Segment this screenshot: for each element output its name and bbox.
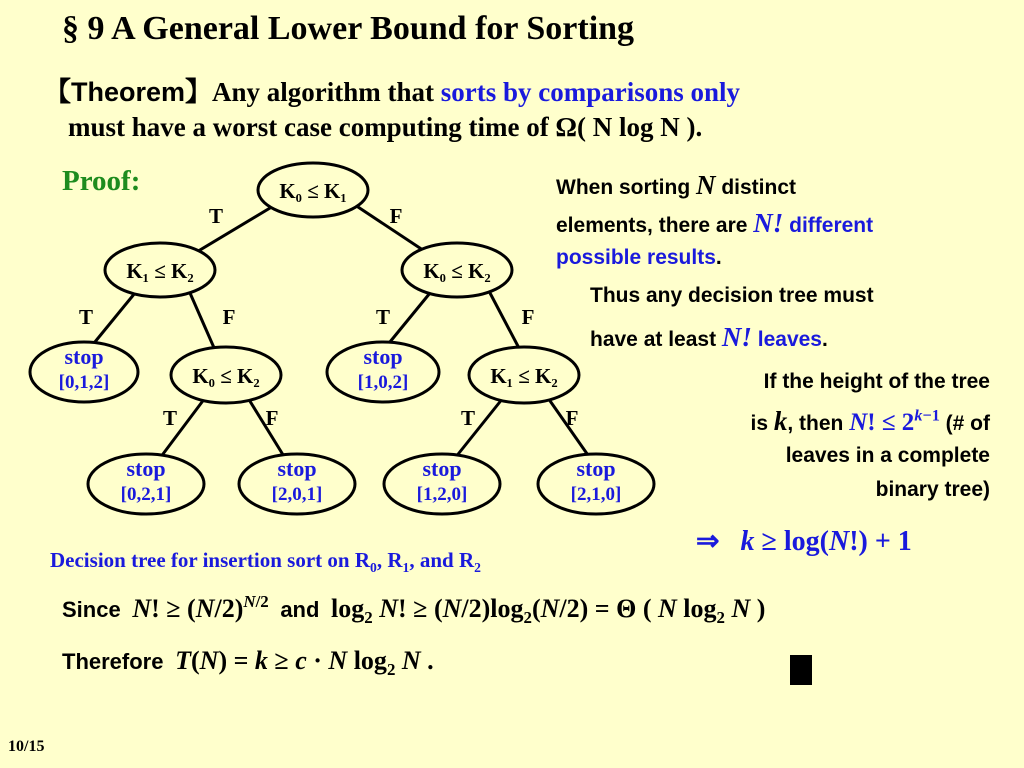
n-factorial: N!: [721, 322, 752, 352]
text-fragment: .: [822, 328, 828, 351]
n-variable: N: [696, 170, 716, 200]
leaf-stop-label: stop: [422, 456, 462, 481]
text-fragment: leaves: [751, 328, 822, 351]
leaf-permutation: [0,2,1]: [120, 484, 172, 505]
right-paragraph-1-line-2: [556, 208, 873, 239]
leaf-permutation: [0,1,2]: [58, 372, 110, 393]
tree-caption: Decision tree for insertion sort on $R_0$, $R_1$, and $R_2$: [50, 548, 481, 575]
leaf-permutation: [2,1,0]: [570, 484, 622, 505]
text-fragment: , then: [787, 412, 850, 435]
text-fragment: distinct: [715, 176, 797, 199]
branch-label-false: F: [521, 305, 535, 329]
edge: [490, 293, 520, 350]
k-variable: k: [773, 406, 788, 436]
theorem-line-2: must have a worst case computing time of Ω( N log N ).: [68, 112, 703, 142]
branch-label-true: T: [162, 406, 178, 430]
slide-title: § 9 A General Lower Bound for Sorting: [62, 10, 635, 47]
leaf-permutation: [1,2,0]: [416, 484, 468, 505]
branch-label-true: T: [78, 305, 94, 329]
node-label: K₁ ≤ K₂: [126, 259, 194, 283]
page-number: 10/15: [8, 738, 45, 755]
text-fragment: possible results: [556, 246, 716, 269]
text-fragment: is: [750, 412, 774, 435]
leaf-stop-label: stop: [277, 456, 317, 481]
decision-tree: [0, 0, 660, 540]
therefore-line: Therefore T(N) = k ≥ c · N $\log_2 N$ .: [62, 646, 434, 679]
leaf-stop-label: stop: [363, 344, 403, 369]
theorem-text-a: Any algorithm that: [212, 77, 441, 107]
theorem-label: 【Theorem】: [44, 77, 213, 107]
right-paragraph-3-line-1: If the height of the tree: [763, 370, 990, 393]
proof-label: Proof:: [62, 165, 141, 197]
text-fragment: elements, there are: [556, 214, 754, 237]
node-label: K₁ ≤ K₂: [490, 364, 558, 388]
n-factorial: N!: [753, 208, 784, 238]
branch-label-true: T: [460, 406, 476, 430]
edge: [385, 293, 430, 348]
branch-label-false: F: [265, 406, 279, 430]
qed-symbol: [790, 655, 812, 685]
node-label: K₀ ≤ K₁: [279, 179, 347, 203]
branch-label-false: F: [389, 204, 403, 228]
right-paragraph-3-line-2: [751, 406, 991, 437]
text-fragment: different: [783, 214, 874, 237]
branch-label-false: F: [565, 406, 579, 430]
leaf-permutation: [2,0,1]: [271, 484, 323, 505]
text-fragment: When sorting: [556, 176, 696, 199]
implication-formula: ⇒ k ≥ log(N!) + 1: [696, 526, 912, 557]
right-paragraph-3-line-3: leaves in a complete: [785, 444, 990, 467]
leaf-stop-label: stop: [576, 456, 616, 481]
leaf-stop-label: stop: [126, 456, 166, 481]
right-paragraph-1-line-1: [556, 170, 796, 201]
right-paragraph-3-line-4: binary tree): [875, 478, 990, 501]
height-inequality: N! ≤ $2^{k-1}$: [849, 406, 940, 436]
theorem-highlight: sorts by comparisons only: [440, 77, 741, 107]
leaf-permutation: [1,0,2]: [357, 372, 409, 393]
node-label: K₀ ≤ K₂: [423, 259, 491, 283]
text-fragment: have at least: [590, 328, 722, 351]
right-paragraph-2-line-2: [590, 322, 828, 353]
text-fragment: .: [715, 246, 722, 269]
branch-label-true: T: [208, 204, 224, 228]
branch-label-true: T: [375, 305, 391, 329]
text-fragment: (# of: [939, 412, 990, 435]
right-paragraph-1-line-3: [556, 246, 722, 270]
node-label: K₀ ≤ K₂: [192, 364, 260, 388]
edge: [190, 293, 215, 350]
branch-label-false: F: [222, 305, 236, 329]
right-paragraph-2-line-1: Thus any decision tree must: [590, 284, 874, 307]
edge: [90, 293, 135, 348]
since-line: Since N! ≥ $(N/2)^{N/2}$ and $\log_2 N$! ≥ $(N/2)\log_2(N/2) = \Theta$ ( N $\log_2 N$ ): [62, 592, 766, 628]
leaf-stop-label: stop: [64, 344, 104, 369]
